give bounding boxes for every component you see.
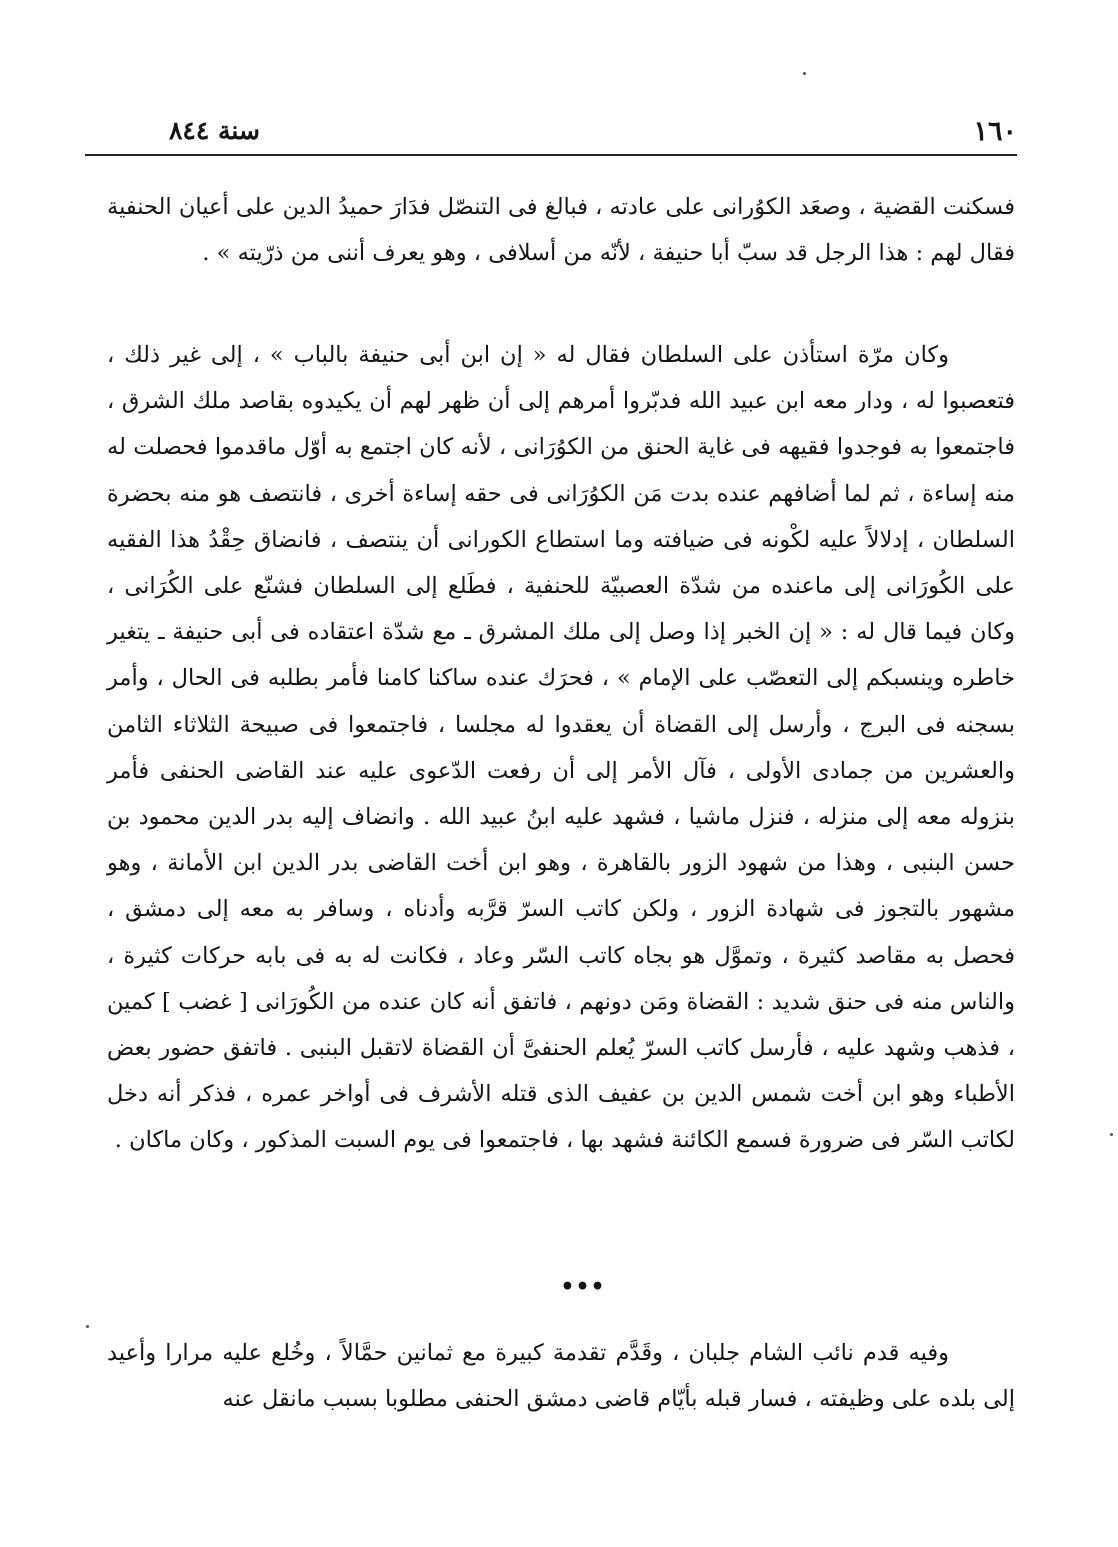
paragraph-3-text: وفيه قدم نائب الشام جلبان ، وقَدَّم تقدمة كبيرة مع ثمانين حمَّالاً ، وخُلع عليه مرارا وأعيد إلى بلده على وظيفته ، فسار قبله بأيّام قاضى دمشق الحنفى مطلوبا بسبب مانقل عنه [107,1340,1015,1413]
page-header [107,116,1017,156]
paragraph-main [107,332,1015,1164]
paragraph-new-section [107,1330,1015,1422]
section-separator: ••• [560,1274,606,1300]
paragraph-1-text: فسكنت القضية ، وصعَد الكوُرانى على عادته ، فبالغ فى التنصّل فدَارَ حميدُ الدين على أعيان الحنفية فقال لهم : هذا الرجل قد سبّ أبا حنيفة ، لأنّه من أسلافى ، وهو يعرف أننى من ذرّيته » . [107,194,1015,267]
page-number: ١٦٠ [973,116,1017,147]
header-rule [85,154,1017,156]
scan-speck [86,1325,89,1328]
paragraph-2-text: وكان مرّة استأذن على السلطان فقال له « إن ابن أبى حنيفة بالباب » ، إلى غير ذلك ، فتعصبوا له ، ودار معه ابن عبيد الله فدبّروا أمرهم إلى أن ظهر لهم أن يكيدوه بقاصد ملك الشرق ، فاجتمعوا به فوجدوا فقيهه فى غاية الحنق من الكوُرَانى ، لأنه كان اجتمع به أوّل ماقدموا فحصلت له منه إساءة ، ثم لما أضافهم عنده بدت مَن الكوُرَانى فى حقه إساءة أخرى ، فانتصف هو منه بحضرة السلطان ، إدلالاً عليه لكْونه فى ضيافته وما استطاع الكورانى أن ينتصف ، فانضاق حِقْدُ هذا الفقيه على الكُورَانى إلى ماعنده من شدّة العصبيّة للحنفية ، فطَلع إلى السلطان فشنّع على الكُرَانى ، وكان فيما قال له : « إن الخبر إذا وصل إلى ملك المشرق ـ مع شدّة اعتقاده فى أبى حنيفة ـ يتغير خاطره وينسبكم إلى التعصّب على الإمام » ، فحرَك عنده ساكنا كامنا فأمر بطلبه فى الحال ، وأمر بسجنه فى البرج ، وأرسل إلى القضاة أن يعقدوا له مجلسا ، فاجتمعوا فى صبيحة الثلاثاء الثامن والعشرين من جمادى الأولى ، فآل الأمر إلى أن رفعت الدّعوى عليه عند القاضى الحنفى فأمر بنزوله معه إلى منزله ، فنزل ماشيا ، فشهد عليه ابنُ عبيد الله . وانضاف إليه بدر الدين محمود بن حسن البنبى ، وهذا من شهود الزور بالقاهرة ، وهو ابن أخت القاضى بدر الدين ابن الأمانة ، وهو مشهور بالتجوز فى شهادة الزور ، ولكن كاتب السرّ قرَّبه وأدناه ، وسافر به معه إلى دمشق ، فحصل به مقاصد كثيرة ، وتموَّل هو بجاه كاتب السّر وعاد ، فكانت له به فى بابه حركات كثيرة ، والناس منه فى حنق شديد : القضاة ومَن دونهم ، فاتفق أنه كان عنده من الكُورَانى [ غضب ] كمين ، فذهب وشهد عليه ، فأرسل كاتب السرّ يُعلم الحنفىَّ أن القضاة لاتقبل البنبى . فاتفق حضور بعض الأطباء وهو ابن أخت شمس الدين بن عفيف الذى قتله الأشرف فى أواخر عمره ، فذكر أنه دخل لكاتب السّر فى ضرورة فسمع الكائنة فشهد بها ، فاجتمعوا فى يوم السبت المذكور ، وكان ماكان . [107,342,1015,1154]
running-head-year: سنة ٨٤٤ [169,116,260,145]
scan-speck [803,72,806,75]
scan-speck [1110,1133,1113,1136]
paragraph-continuation [107,184,1015,276]
